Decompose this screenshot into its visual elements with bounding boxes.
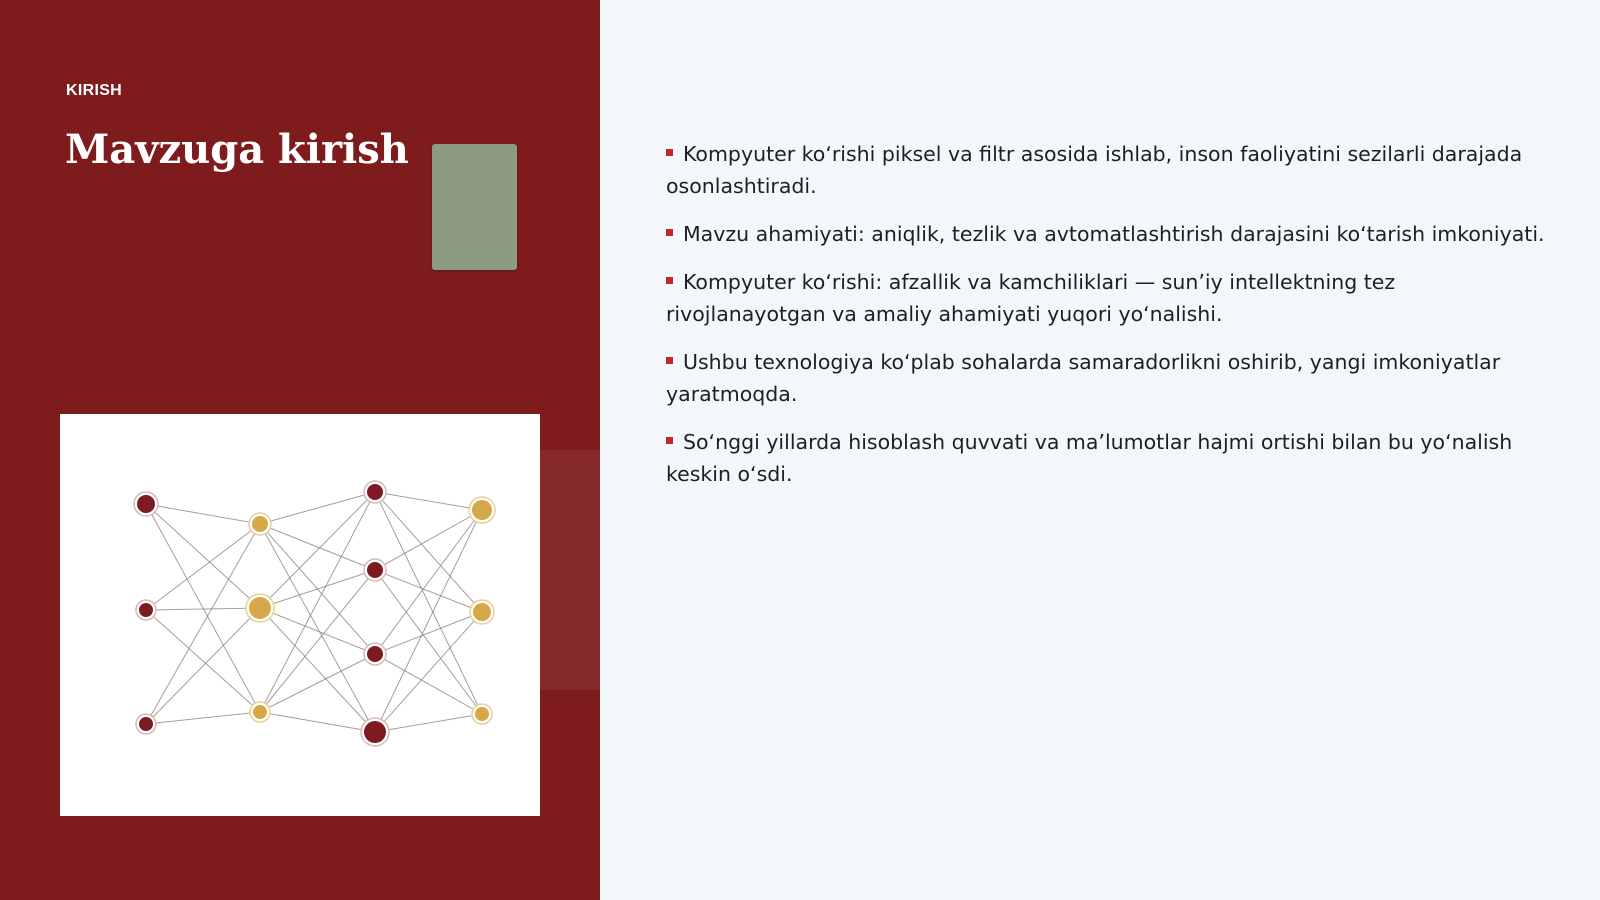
network-edge xyxy=(375,492,482,612)
bullet-item-1 xyxy=(666,138,1546,202)
bullet-square-icon xyxy=(666,229,673,236)
network-edge xyxy=(146,504,260,608)
network-node xyxy=(249,597,271,619)
network-edge xyxy=(375,510,482,732)
network-edges xyxy=(146,492,482,732)
network-node xyxy=(367,562,383,578)
network-edge xyxy=(146,524,260,724)
neural-network-figure xyxy=(60,414,540,816)
network-edge xyxy=(375,510,482,654)
network-edge xyxy=(260,654,375,712)
neural-network-diagram xyxy=(60,414,540,816)
bullet-list xyxy=(666,138,1546,506)
network-edge xyxy=(375,714,482,732)
network-node xyxy=(252,516,268,532)
bullet-item-4 xyxy=(666,346,1546,410)
accent-block xyxy=(432,144,517,270)
network-edge xyxy=(375,492,482,714)
network-node xyxy=(472,500,492,520)
network-node xyxy=(473,603,491,621)
network-node xyxy=(367,646,383,662)
network-edge xyxy=(146,712,260,724)
bullet-text: Mavzu ahamiyati: aniqlik, tezlik va avtomatlashtirish darajasini koʻtarish imkoniyati. xyxy=(683,222,1545,246)
bullet-item-5 xyxy=(666,426,1546,490)
network-edge xyxy=(375,612,482,732)
section-label: KIRISH xyxy=(66,82,123,99)
network-node xyxy=(137,495,155,513)
bullet-square-icon xyxy=(666,437,673,444)
network-edge xyxy=(375,570,482,714)
bullet-item-3 xyxy=(666,266,1546,330)
bullet-text: Soʻnggi yillarda hisoblash quvvati va ma’lumotlar hajmi ortishi bilan bu yoʻnalish keskin oʻsdi. xyxy=(666,430,1513,486)
network-edge xyxy=(260,608,375,732)
network-edge xyxy=(146,504,260,524)
bullet-square-icon xyxy=(666,357,673,364)
panel-shade xyxy=(540,450,600,690)
network-node xyxy=(475,707,489,721)
network-edge xyxy=(375,510,482,570)
network-edge xyxy=(260,524,375,732)
network-edge xyxy=(260,608,375,654)
network-node xyxy=(253,705,267,719)
network-edge xyxy=(260,492,375,524)
network-node xyxy=(139,603,153,617)
bullet-text: Kompyuter koʻrishi piksel va filtr asosida ishlab, inson faoliyatini sezilarli darajada osonlashtiradi. xyxy=(666,142,1523,198)
bullet-square-icon xyxy=(666,277,673,284)
network-node xyxy=(139,717,153,731)
network-node xyxy=(367,484,383,500)
network-edge xyxy=(260,524,375,570)
slide-title: Mavzuga kirish xyxy=(65,126,409,173)
network-nodes xyxy=(134,481,495,746)
bullet-text: Ushbu texnologiya koʻplab sohalarda samaradorlikni oshirib, yangi imkoniyatlar yaratmoqda. xyxy=(666,350,1501,406)
bullet-text: Kompyuter koʻrishi: afzallik va kamchiliklari — sun’iy intellektning tez rivojlanayotgan va amaliy ahamiyati yuqori yoʻnalishi. xyxy=(666,270,1396,326)
bullet-item-2 xyxy=(666,218,1546,250)
title-panel xyxy=(0,0,600,900)
network-edge xyxy=(146,524,260,610)
network-edge xyxy=(375,492,482,510)
network-edge xyxy=(260,712,375,732)
bullet-square-icon xyxy=(666,149,673,156)
network-edge xyxy=(375,654,482,714)
network-node xyxy=(364,721,386,743)
